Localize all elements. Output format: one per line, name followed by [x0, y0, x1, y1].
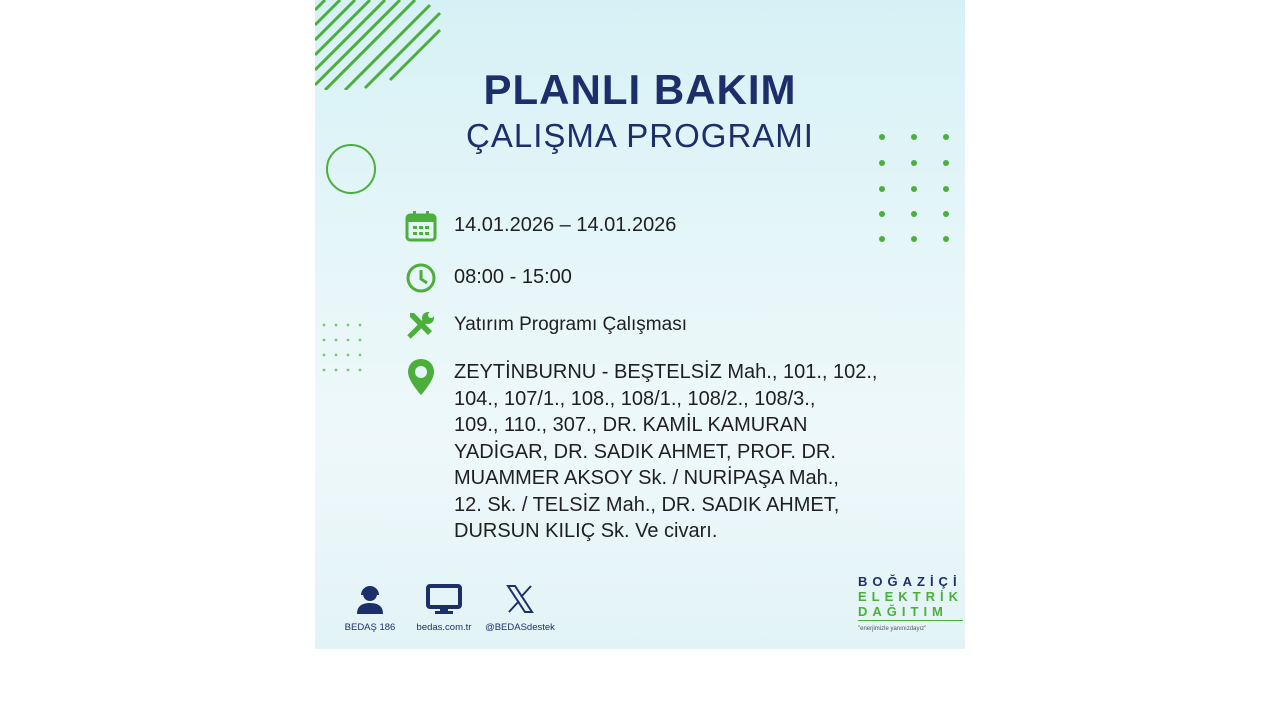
- address-line: DURSUN KILIÇ Sk. Ve civarı.: [454, 520, 718, 542]
- tools-icon: [405, 309, 437, 341]
- address-line: MUAMMER AKSOY Sk. / NURİPAŞA Mah.,: [454, 467, 839, 489]
- phone-label: BEDAŞ 186: [344, 622, 396, 633]
- logo-slogan: "enerjimizle yanınızdayız": [858, 620, 963, 637]
- address-row: [405, 358, 877, 545]
- footer-phone: [330, 584, 410, 633]
- address-line: 12. Sk. / TELSİZ Mah., DR. SADIK AHMET,: [454, 493, 840, 516]
- small-dots-decoration: [321, 322, 371, 374]
- website-link[interactable]: bedas.com.tr: [416, 622, 472, 633]
- page-subtitle: ÇALIŞMA PROGRAMI: [466, 117, 814, 154]
- address-line: 104., 107/1., 108., 108/1., 108/2., 108/3.,: [454, 387, 816, 410]
- logo-line: DAĞITIM: [858, 604, 948, 619]
- address: [454, 359, 877, 545]
- support-agent-icon: [354, 584, 386, 614]
- footer-web: [404, 584, 484, 633]
- work-type: Yatırım Programı Çalışması: [454, 314, 687, 335]
- bogazici-logo: [858, 574, 963, 637]
- footer-twitter: [480, 584, 560, 633]
- maintenance-card: [315, 0, 965, 649]
- x-twitter-icon: [505, 584, 535, 614]
- time-range: 08:00 - 15:00: [454, 266, 572, 288]
- date-range: 14.01.2026 – 14.01.2026: [454, 214, 677, 236]
- address-line: YADİGAR, DR. SADIK AHMET, PROF. DR.: [454, 440, 836, 463]
- address-line: 109., 110., 307., DR. KAMİL KAMURAN: [454, 414, 808, 436]
- monitor-icon: [426, 584, 462, 614]
- twitter-handle[interactable]: @BEDASdestek: [485, 622, 555, 633]
- time-row: [405, 262, 572, 294]
- address-line: ZEYTİNBURNU - BEŞTELSİZ Mah., 101., 102.,: [454, 361, 878, 383]
- calendar-icon: [405, 210, 437, 242]
- logo-line: BOĞAZİÇİ: [858, 574, 962, 589]
- date-row: [405, 210, 676, 242]
- page-title: PLANLI BAKIM: [483, 66, 797, 113]
- logo-line: ELEKTRİK: [858, 589, 963, 604]
- work-type-row: [405, 309, 687, 341]
- clock-icon: [405, 262, 437, 294]
- location-pin-icon: [405, 358, 437, 396]
